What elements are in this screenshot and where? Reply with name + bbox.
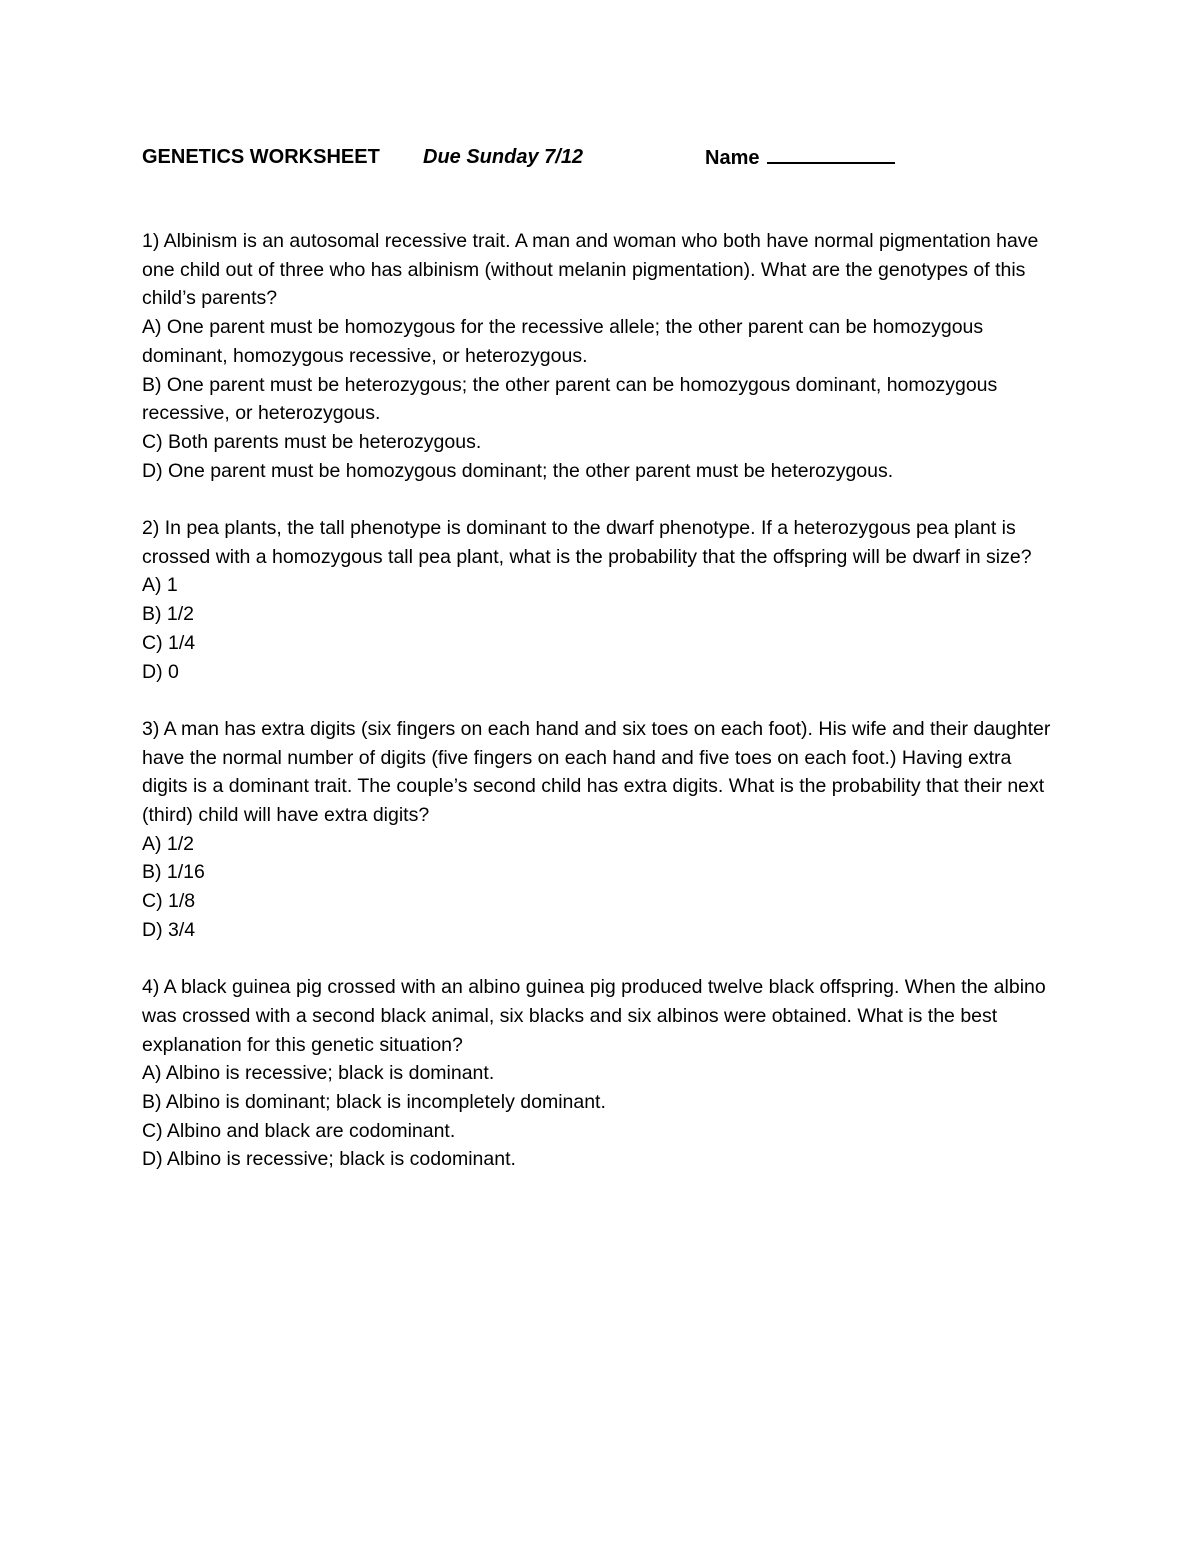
answer-option-a: A) Albino is recessive; black is dominant. [142, 1062, 495, 1085]
answer-option-a: A) 1 [142, 574, 178, 597]
answer-option-d: D) Albino is recessive; black is codominant. [142, 1148, 516, 1171]
question-2 [142, 514, 1054, 686]
name-blank-line [767, 142, 895, 164]
question-stem: 3) A man has extra digits (six fingers on each hand and six toes on each foot). His wife and their daughter have the normal number of digits (five fingers on each hand and five toes on each foot.) Having extra digits is a dominant trait. The couple’s second child has extra digits. What is the probability that their next (third) child will have extra digits? [142, 717, 1051, 827]
answer-option-d: D) 3/4 [142, 918, 196, 941]
answer-option-c: C) Albino and black are codominant. [142, 1119, 456, 1142]
worksheet-title: GENETICS WORKSHEET [142, 146, 380, 168]
question-stem: 1) Albinism is an autosomal recessive trait. A man and woman who both have normal pigmentation have one child out of three who has albinism (without melanin pigmentation). What are the genotypes of this child’s parents? [142, 230, 1039, 310]
worksheet-header [142, 142, 1062, 172]
answer-option-b: B) Albino is dominant; black is incompletely dominant. [142, 1091, 606, 1114]
answer-option-b: B) 1/2 [142, 603, 195, 626]
name-field [705, 142, 895, 173]
question-stem: 2) In pea plants, the tall phenotype is dominant to the dwarf phenotype. If a heterozygous pea plant is crossed with a homozygous tall pea plant, what is the probability that the offspring will be dwarf in size? [142, 517, 1032, 568]
answer-option-b: B) One parent must be heterozygous; the other parent can be homozygous dominant, homozygous recessive, or heterozygous. [142, 373, 998, 425]
due-date: Due Sunday 7/12 [423, 146, 584, 168]
answer-option-b: B) 1/16 [142, 861, 205, 884]
question-list [142, 227, 1054, 1203]
name-label: Name [705, 147, 760, 169]
answer-option-a: A) 1/2 [142, 832, 195, 855]
question-3 [142, 715, 1054, 945]
question-stem: 4) A black guinea pig crossed with an albino guinea pig produced twelve black offspring. When the albino was crossed with a second black animal, six blacks and six albinos were obtained. What is the best explanation for this genetic situation? [142, 976, 1046, 1056]
answer-option-a: A) One parent must be homozygous for the recessive allele; the other parent can be homozygous dominant, homozygous recessive, or heterozygous. [142, 316, 984, 367]
answer-option-c: C) 1/4 [142, 631, 196, 654]
answer-option-c: C) 1/8 [142, 890, 196, 913]
answer-option-d: D) One parent must be homozygous dominant; the other parent must be heterozygous. [142, 459, 894, 482]
question-1 [142, 227, 1054, 485]
answer-option-c: C) Both parents must be heterozygous. [142, 430, 482, 453]
answer-option-d: D) 0 [142, 660, 179, 683]
question-4 [142, 973, 1054, 1174]
